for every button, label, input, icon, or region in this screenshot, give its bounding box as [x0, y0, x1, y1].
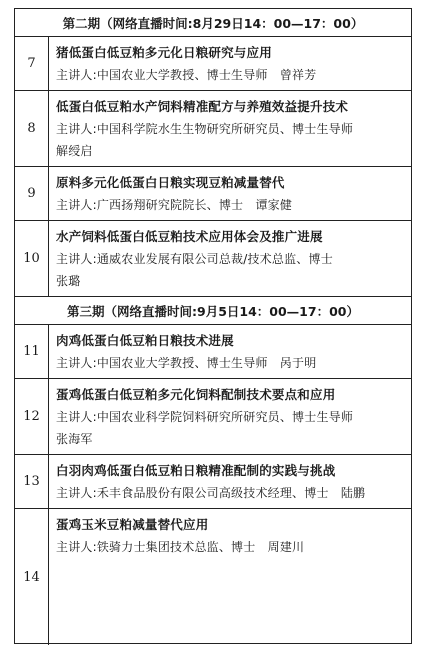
speaker-line: 主讲人:中国农业大学教授、博士生导师 呙于明	[56, 356, 317, 370]
schedule-table	[14, 8, 412, 644]
speaker-line: 主讲人:中国农业科学院饲料研究所研究员、博士生导师	[56, 410, 354, 424]
session-title: 白羽肉鸡低蛋白低豆粕日粮精准配制的实践与挑战	[56, 463, 336, 478]
session-number: 13	[15, 455, 49, 508]
session-row	[15, 379, 411, 455]
session-speaker	[56, 352, 405, 374]
speaker-line: 张海军	[56, 432, 93, 446]
section-header-text: 第三期（网络直播时间:9月5日14：00—17：00）	[67, 303, 359, 319]
section-header-text: 第二期（网络直播时间:8月29日14：00—17：00）	[62, 15, 364, 31]
speaker-line: 主讲人:通威农业发展有限公司总裁/技术总监、博士	[56, 252, 333, 266]
session-title: 蛋鸡玉米豆粕减量替代应用	[56, 517, 209, 532]
session-speaker	[56, 482, 405, 504]
session-speaker	[56, 406, 405, 450]
session-row	[15, 221, 411, 297]
session-speaker	[56, 248, 405, 292]
session-number: 10	[15, 221, 49, 296]
session-number: 9	[15, 167, 49, 220]
session-row	[15, 167, 411, 221]
speaker-line: 主讲人:铁骑力士集团技术总监、博士 周建川	[56, 540, 305, 554]
session-number: 14	[15, 509, 49, 645]
session-row	[15, 37, 411, 91]
session-title: 低蛋白低豆粕水产饲料精准配方与养殖效益提升技术	[56, 99, 349, 114]
session-row	[15, 325, 411, 379]
speaker-line: 解绶启	[56, 144, 93, 158]
session-speaker	[56, 194, 405, 216]
section-header	[15, 297, 411, 325]
session-speaker	[56, 536, 405, 558]
session-number: 7	[15, 37, 49, 90]
session-row	[15, 455, 411, 509]
session-title: 水产饲料低蛋白低豆粕技术应用体会及推广进展	[56, 229, 323, 244]
session-speaker	[56, 64, 405, 86]
session-title: 猪低蛋白低豆粕多元化日粮研究与应用	[56, 45, 272, 60]
speaker-line: 张璐	[56, 274, 81, 288]
section-header	[15, 9, 411, 37]
session-number: 12	[15, 379, 49, 454]
session-number: 8	[15, 91, 49, 166]
session-row	[15, 509, 411, 645]
speaker-line: 主讲人:中国科学院水生生物研究所研究员、博士生导师	[56, 122, 354, 136]
session-title: 原料多元化低蛋白日粮实现豆粕减量替代	[56, 175, 285, 190]
session-title: 蛋鸡低蛋白低豆粕多元化饲料配制技术要点和应用	[56, 387, 336, 402]
speaker-line: 主讲人:广西扬翔研究院院长、博士 谭家健	[56, 198, 293, 212]
session-title: 肉鸡低蛋白低豆粕日粮技术进展	[56, 333, 234, 348]
session-speaker	[56, 118, 405, 162]
speaker-line: 主讲人:禾丰食品股份有限公司高级技术经理、博士 陆鹏	[56, 486, 366, 500]
session-row	[15, 91, 411, 167]
session-number: 11	[15, 325, 49, 378]
speaker-line: 主讲人:中国农业大学教授、博士生导师 曾祥芳	[56, 68, 317, 82]
